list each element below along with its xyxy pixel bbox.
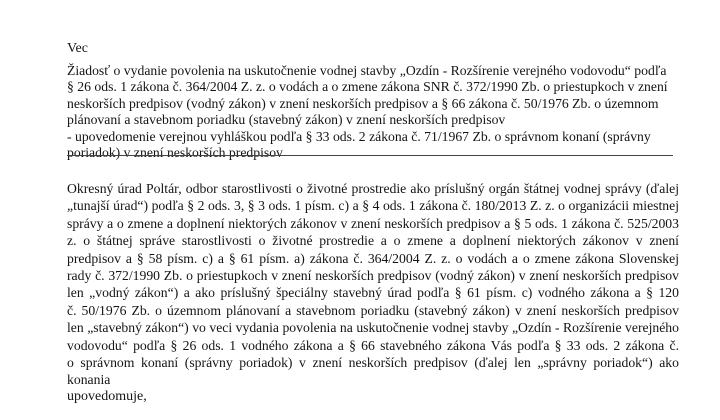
body-line: „tunajší úrad“) podľa § 2 ods. 3, § 3 ods. 1 písm. c) a § 4 ods. 1 zákona č. 180/2013 Z. z. o organizácii miestnej xyxy=(67,198,679,214)
body-line: rady č. 372/1990 Zb. o priestupkoch v znení neskorších predpisov (vodný zákon) v znení neskorších predpisov xyxy=(67,267,679,283)
subject-line: neskorších predpisov (vodný zákon) v znení neskorších predpisov a § 66 zákona č. 50/1976 Zb. o územnom xyxy=(67,95,659,111)
closing-word: upovedomuje, xyxy=(67,389,147,404)
body-paragraph xyxy=(67,180,679,389)
body-line: konania xyxy=(67,372,111,388)
subject-line: plánovaní a stavebnom poriadku (stavebný zákon) v znení neskorších predpisov xyxy=(67,112,506,128)
body-line: Okresný úrad Poltár, odbor starostlivosti o životné prostredie ako príslušný orgán štátnej vodnej správy (ďalej xyxy=(67,181,679,196)
subject-underline-divider xyxy=(67,155,673,156)
body-line: predpisov a § 58 písm. c) a § 61 písm. a) zákona č. 364/2004 Z. z. o vodách a o zmene zákona Slovenskej xyxy=(67,250,679,266)
body-line: č. 50/1976 Zb. o územnom plánovaní a stavebnom poriadku (stavebný zákon) v znení neskorších predpisov xyxy=(67,302,679,318)
body-line: vodovodu“ podľa § 26 ods. 1 vodného zákona a § 66 stavebného zákona Vás podľa § 33 ods. 2 zákona č. xyxy=(67,337,679,353)
body-line: správy a o zmene a doplnení niektorých zákonov v znení neskorších predpisov a § 5 ods. 1 zákona č. 525/2003 xyxy=(67,215,679,231)
body-line: len „vodný zákon“) a ako príslušný špeciálny stavebný úrad podľa § 61 písm. c) vodného zákona a § 120 xyxy=(67,285,679,301)
body-line: z. o štátnej správe starostlivosti o životné prostredie a o zmene a doplnení niektorých zákonov v znení xyxy=(67,233,679,249)
subject-line: poriadok) v znení neskorších predpisov xyxy=(67,145,283,161)
subject-line: Žiadosť o vydanie povolenia na uskutočnenie vodnej stavby „Ozdín - Rozšírenie verejného vodovodu“ podľa xyxy=(67,63,667,78)
subject-paragraph xyxy=(67,63,679,161)
subject-line: - upovedomenie verejnou vyhláškou podľa § 33 ods. 2 zákona č. 71/1967 Zb. o správnom konaní (správny xyxy=(67,128,651,144)
body-line: len „stavebný zákon“) vo veci vydania povolenia na uskutočnenie vodnej stavby „Ozdín - Rozšírenie verejného xyxy=(67,320,679,336)
subject-heading-label: Vec xyxy=(67,41,88,56)
body-line: o správnom konaní (správny poriadok) v znení neskorších predpisov (ďalej len „správny poriadok“) ako xyxy=(67,354,679,370)
subject-line: § 26 ods. 1 zákona č. 364/2004 Z. z. o vodách a o zmene zákona SNR č. 372/1990 Zb. o priestupkoch v znení xyxy=(67,79,668,95)
